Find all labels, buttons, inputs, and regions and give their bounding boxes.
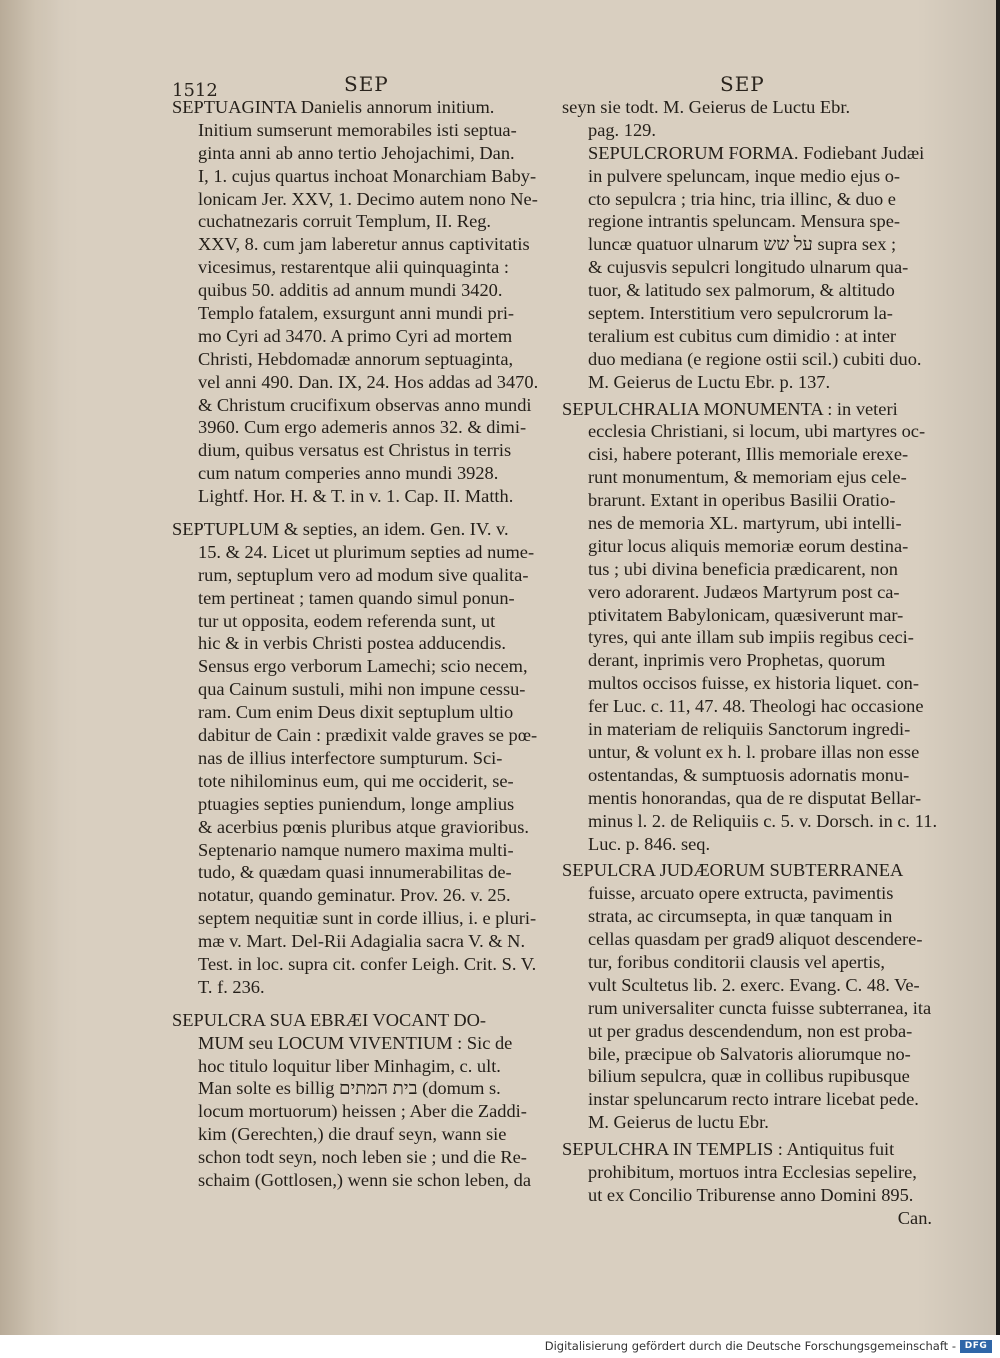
text-line: XXV, 8. cum jam laberetur annus captivitatis — [198, 234, 530, 255]
text-line: luncæ quatuor ulnarum על שש supra sex ; — [588, 234, 897, 255]
text-line: kim (Gerechten,) die drauf seyn, wann sie — [198, 1124, 507, 1145]
text-line: Can. — [897, 1207, 932, 1228]
text-line: gitur locus aliquis memoriæ eorum destina- — [588, 535, 909, 556]
text-line: locum mortuorum) heissen ; Aber die Zaddi- — [198, 1101, 527, 1122]
dfg-logo: DFG — [960, 1340, 992, 1353]
text-line: derant, inprimis vero Prophetas, quorum — [588, 650, 886, 671]
text-line: instar speluncarum recto intrare licebat pede. — [588, 1089, 919, 1110]
text-line: ut per gradus descendendum, non est proba- — [588, 1020, 913, 1041]
text-line: Sensus ergo verborum Lamechi; scio necem, — [198, 656, 528, 677]
text-line: tudo, & quædam quasi innumerabilitas de- — [198, 862, 512, 883]
text-line: vicesimus, restarentque alii quinquaginta : — [198, 257, 510, 278]
text-line: minus l. 2. de Reliquiis c. 5. v. Dorsch. in c. 11. — [588, 810, 938, 831]
text-line: runt monumentum, & memoriam ejus cele- — [588, 467, 907, 488]
text-line: SEPULCRA JUDÆORUM SUBTERRANEA — [562, 860, 904, 881]
text-line: hic & in verbis Christi postea adducendis. — [198, 633, 506, 654]
text-line: septem. Interstitium vero sepulcrorum la- — [588, 303, 893, 324]
left-column — [172, 96, 556, 1192]
text-line: ptivitatem Babylonicam, quæsiverunt mar- — [588, 604, 904, 625]
text-line: I, 1. cujus quartus inchoat Monarchiam Baby- — [198, 165, 537, 186]
text-line: 3960. Cum ergo ademeris annos 32. & dimi- — [198, 417, 527, 438]
text-line: hoc titulo loquitur liber Minhagim, c. ult. — [198, 1055, 501, 1076]
text-line: schaim (Gottlosen,) wenn sie schon leben, da — [198, 1169, 531, 1190]
text-line: SEPULCHRALIA MONUMENTA : in veteri — [562, 398, 898, 419]
right-column — [562, 96, 940, 1230]
text-line: ginta anni ab anno tertio Jehojachimi, Dan. — [198, 142, 515, 163]
text-line: & acerbius pœnis pluribus atque gravioribus. — [198, 816, 529, 837]
text-line: strata, ac circumsepta, in quæ tanquam in — [588, 906, 893, 927]
text-line: duo mediana (e regione ostii scil.) cubiti duo. — [588, 348, 922, 369]
text-line: tyres, qui ante illam sub impiis regibus ceci- — [588, 627, 914, 648]
text-line: multos occisos fuisse, ex historia liquet. con- — [588, 673, 919, 694]
text-line: SEPTUPLUM & septies, an idem. Gen. IV. v. — [172, 519, 509, 540]
text-line: quibus 50. additis ad annum mundi 3420. — [198, 280, 503, 301]
text-line: rum, septuplum vero ad modum sive qualita- — [198, 564, 529, 585]
text-line: nes de memoria XL. martyrum, ubi intelli- — [588, 513, 902, 534]
text-line: vult Scultetus lib. 2. exerc. Evang. C. 48. Ve- — [588, 974, 920, 995]
text-line: Man solte es billig בית המתים (domum s. — [198, 1078, 501, 1099]
text-line: SEPULCRORUM FORMA. Fodiebant Judæi — [588, 142, 925, 163]
text-line: M. Geierus de Luctu Ebr. p. 137. — [588, 371, 831, 392]
text-line: Lightf. Hor. H. & T. in v. 1. Cap. II. Matth. — [198, 486, 514, 507]
text-line: MUM seu LOCUM VIVENTIUM : Sic de — [198, 1032, 513, 1053]
paragraph-gap — [172, 508, 556, 518]
text-line: Septenario namque numero maxima multi- — [198, 839, 514, 860]
text-line: Luc. p. 846. seq. — [588, 833, 711, 854]
text-line: seyn sie todt. M. Geierus de Luctu Ebr. — [562, 97, 851, 117]
text-line: cellas quasdam per grad9 aliquot descendere- — [588, 929, 923, 950]
text-line: tur, foribus conditorii clausis vel apertis, — [588, 951, 886, 972]
text-line: schon todt seyn, noch leben sie ; und die Re- — [198, 1147, 527, 1168]
text-line: cto sepulcra ; tria hinc, tria illinc, & duo e — [588, 188, 896, 209]
text-line: tur ut opposita, eodem referenda sunt, ut — [198, 610, 496, 631]
text-line: teralium est cubitus cum dimidio : at inter — [588, 325, 896, 346]
text-line: tem pertineat ; tamen quando simul ponun- — [198, 587, 515, 608]
text-line: ecclesia Christiani, si locum, ubi martyres oc- — [588, 421, 926, 442]
text-line: in materiam de reliquiis Sanctorum ingredi- — [588, 719, 911, 740]
text-line: vero adorarent. Judæos Martyrum post ca- — [588, 581, 900, 602]
text-line: rum universaliter cuncta fuisse subterranea, ita — [588, 997, 932, 1018]
text-line: Christi, Hebdomadæ annorum septuaginta, — [198, 348, 514, 369]
text-line: T. f. 236. — [198, 976, 265, 997]
text-line: tote nihilominus eum, qui me occiderit, se- — [198, 770, 514, 791]
text-line: prohibitum, mortuos intra Ecclesias sepelire, — [588, 1161, 917, 1182]
text-line: brarunt. Extant in operibus Basilii Oratio- — [588, 490, 896, 511]
text-line: SEPULCHRA IN TEMPLIS : Antiquitus fuit — [562, 1139, 895, 1160]
text-line: bile, præcipue ob Salvatoris aliorumque no- — [588, 1043, 911, 1064]
text-line: Templo fatalem, exsurgunt anni mundi pri- — [198, 303, 515, 324]
text-line: notatur, quando geminatur. Prov. 26. v. 25. — [198, 885, 511, 906]
page-number: 1512 — [172, 80, 218, 101]
text-line: tuor, & latitudo sex palmorum, & altitudo — [588, 280, 895, 301]
text-line: cisi, habere poterant, Illis memoriale erexe- — [588, 444, 909, 465]
text-line: dabitur de Cain : prædixit valde graves se pœ- — [198, 725, 538, 746]
running-header-right: SEP — [720, 72, 765, 96]
text-line: ostentandas, & sumptuosis adornatis monu- — [588, 764, 910, 785]
funding-credit: Digitalisierung gefördert durch die Deutsche Forschungsgemeinschaft - — [544, 1339, 956, 1353]
text-line: mo Cyri ad 3470. A primo Cyri ad mortem — [198, 325, 513, 346]
text-line: SEPTUAGINTA Danielis annorum initium. — [172, 97, 495, 117]
text-line: cuchatnezaris corruit Templum, II. Reg. — [198, 211, 492, 232]
text-line: in pulvere speluncam, inque medio ejus o- — [588, 165, 901, 186]
running-header-left: SEP — [344, 72, 389, 96]
text-line: vel anni 490. Dan. IX, 24. Hos addas ad 3470. — [198, 371, 539, 392]
text-line: dium, quibus versatus est Christus in terris — [198, 440, 512, 461]
text-line: Test. in loc. supra cit. confer Leigh. Crit. S. V. — [198, 953, 537, 974]
text-line: septem nequitiæ sunt in corde illius, i. e pluri- — [198, 908, 537, 929]
text-line: pag. 129. — [588, 119, 656, 140]
text-line: & cujusvis sepulcri longitudo ulnarum qua- — [588, 257, 909, 278]
text-line: mæ v. Mart. Del-Rii Adagialia sacra V. & N. — [198, 931, 526, 952]
text-line: M. Geierus de luctu Ebr. — [588, 1112, 769, 1133]
text-line: SEPULCRA SUA EBRÆI VOCANT DO- — [172, 1009, 487, 1030]
text-line: regione intrantis speluncam. Mensura spe- — [588, 211, 901, 232]
text-line: ptuagies septies puniendum, longe amplius — [198, 793, 515, 814]
text-line: ram. Cum enim Deus dixit septuplum ultio — [198, 702, 514, 723]
paragraph-gap — [172, 999, 556, 1009]
text-line: 15. & 24. Licet ut plurimum septies ad nume- — [198, 541, 535, 562]
text-line: mentis honorandas, qua de re disputat Bellar- — [588, 787, 922, 808]
text-line: & Christum crucifixum observas anno mundi — [198, 394, 532, 415]
text-line: nas de illius interfectore sumpturum. Sci- — [198, 747, 503, 768]
text-line: bilium sepulcra, quæ in collibus rupibusque — [588, 1066, 910, 1087]
text-line: tus ; ubi divina beneficia prædicarent, non — [588, 558, 899, 579]
text-line: cum natum comperies anno mundi 3928. — [198, 463, 499, 484]
text-line: ut ex Concilio Triburense anno Domini 895. — [588, 1184, 914, 1205]
text-line: lonicam Jer. XXV, 1. Decimo autem nono Ne- — [198, 188, 538, 209]
text-line: fuisse, arcuato opere extructa, pavimentis — [588, 883, 894, 904]
text-line: qua Cainum sustuli, mihi non impune cessu- — [198, 679, 526, 700]
text-line: Initium sumserunt memorabiles isti septua- — [198, 119, 517, 140]
text-line: untur, & volunt ex h. l. probare illas non esse — [588, 741, 920, 762]
page-gutter — [0, 0, 60, 1335]
text-line: fer Luc. c. 11, 47. 48. Theologi hac occasione — [588, 696, 924, 717]
footer-bar — [0, 1335, 1000, 1358]
